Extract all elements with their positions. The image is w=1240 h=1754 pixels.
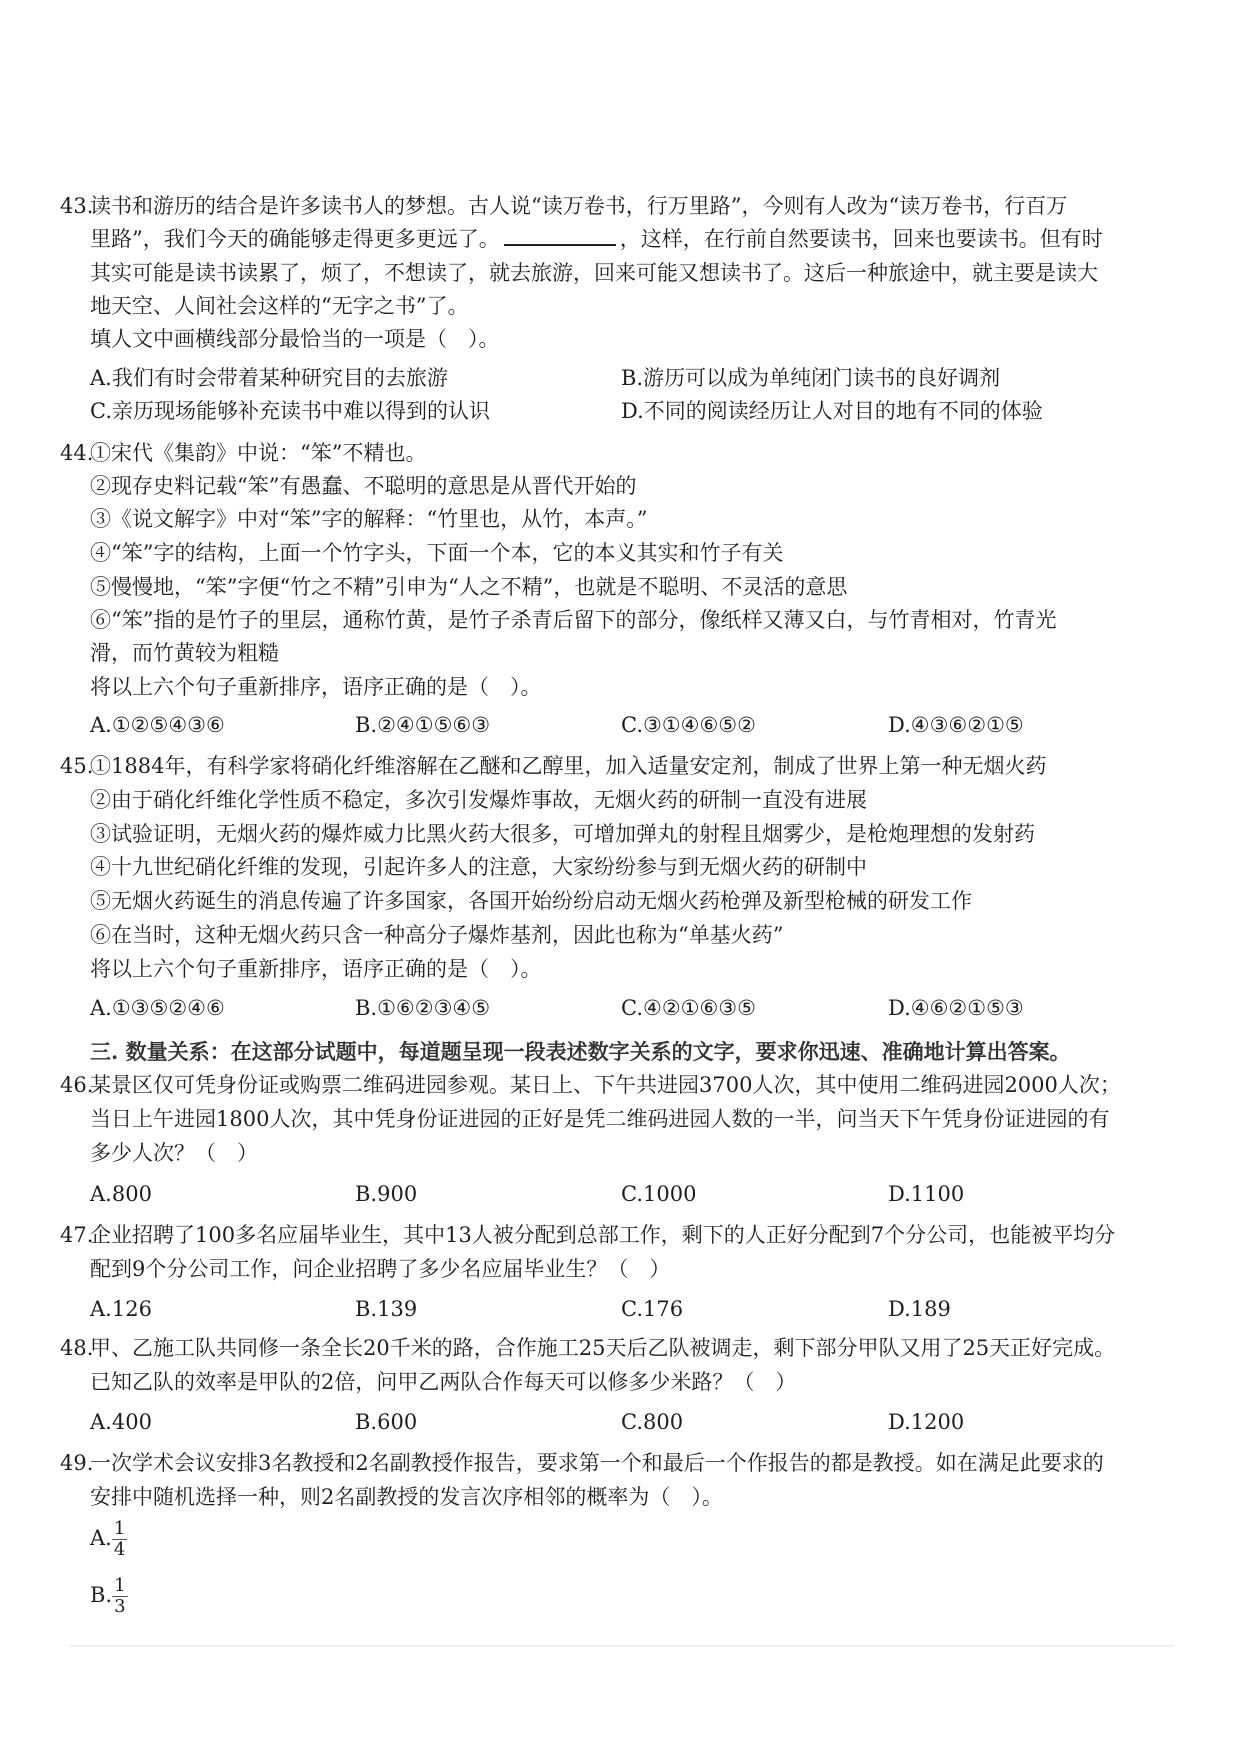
question-text-line: ⑤无烟火药诞生的消息传遍了许多国家，各国开始纷纷启动无烟火药枪弹及新型枪械的研发工作 [90,889,972,913]
question-text-line: 地天空、人间社会这样的“无字之书”了。 [90,294,469,318]
question-text-line: ①1884年，有科学家将硝化纤维溶解在乙醚和乙醇里，加入适量安定剂，制成了世界上第一种无烟火药 [90,754,1047,778]
question-number: 46. [60,1073,94,1097]
question-number: 49. [60,1451,94,1475]
question-prompt: 填人文中画横线部分最恰当的一项是（ ）。 [90,327,500,351]
option-c: C.1000 [621,1182,697,1206]
question-text-line: ②由于硝化纤维化学性质不稳定，多次引发爆炸事故，无烟火药的研制一直没有进展 [90,788,867,812]
question-text-line: ⑤慢慢地，“笨”字便“竹之不精”引申为“人之不精”，也就是不聪明、不灵活的意思 [90,575,848,599]
option-b: B.600 [355,1410,418,1434]
option-c: C.亲历现场能够补充读书中难以得到的认识 [90,399,490,423]
question-number: 48. [60,1336,94,1360]
question-text-line: ①宋代《集韵》中说：“笨”不精也。 [90,441,427,465]
question-text-line: ⑥“笨”指的是竹子的里层，通称竹黄，是竹子杀青后留下的部分，像纸样又薄又白，与竹青相对，竹青光 [90,608,1057,632]
text-segment: 里路”，我们今天的确能够走得更多更远了。 [90,227,500,251]
question-text-line: ②现存史料记载“笨”有愚蠢、不聪明的意思是从晋代开始的 [90,474,637,498]
question-text-line: ④“笨”字的结构，上面一个竹字头，下面一个本，它的本义其实和竹子有关 [90,541,784,565]
option-d: D.④⑥②①⑤③ [888,996,1024,1020]
question-text-line [90,223,1103,256]
question-text-line: ④十九世纪硝化纤维的发现，引起许多人的注意，大家纷纷参与到无烟火药的研制中 [90,855,867,879]
option-d: D.1200 [888,1410,965,1434]
option-b [90,1570,128,1620]
option-label: B. [90,1583,113,1607]
question-number: 47. [60,1223,94,1247]
option-a: A.400 [90,1410,152,1434]
question-text-line: 多少人次？（ ） [90,1141,258,1165]
fraction [112,1576,127,1617]
question-text-line: 读书和游历的结合是许多读书人的梦想。古人说“读万卷书，行万里路”，今则有人改为“读万卷书，行百万 [90,194,1068,218]
option-d: D.1100 [888,1182,965,1206]
option-b: B.游历可以成为单纯闭门读书的良好调剂 [621,366,1001,390]
question-text-line: 当日上午进园1800人次，其中凭身份证进园的正好是凭二维码进园人数的一半，问当天下午凭身份证进园的有 [90,1107,1110,1131]
question-text-line: 一次学术会议安排3名教授和2名副教授作报告，要求第一个和最后一个作报告的都是教授。如在满足此要求的 [90,1451,1104,1475]
question-number: 43. [60,194,94,218]
option-d: D.④③⑥②①⑤ [888,713,1024,737]
question-text-line: 滑，而竹黄较为粗糙 [90,641,279,665]
option-a: A.①②⑤④③⑥ [90,713,225,737]
option-b: B.139 [355,1297,418,1321]
option-a: A.我们有时会带着某种研究目的去旅游 [90,366,448,390]
denominator: 3 [114,1596,126,1617]
option-c: C.800 [621,1410,684,1434]
numerator: 1 [114,1575,126,1596]
question-text-line: 安排中随机选择一种，则2名副教授的发言次序相邻的概率为（ ）。 [90,1485,723,1509]
option-a: A.①③⑤②④⑥ [90,996,225,1020]
question-text-line: 已知乙队的效率是甲队的2倍，问甲乙两队合作每天可以修多少米路？（ ） [90,1370,797,1394]
question-prompt: 将以上六个句子重新排序，语序正确的是（ ）。 [90,957,542,981]
question-text-line: 甲、乙施工队共同修一条全长20千米的路，合作施工25天后乙队被调走，剩下部分甲队又用了25天正好完成。 [90,1336,1116,1360]
text-segment: ，这样，在行前自然要读书，回来也要读书。但有时 [619,227,1103,251]
option-b: B.①⑥②③④⑤ [355,996,491,1020]
denominator: 4 [113,1539,126,1560]
page-divider [70,1645,1174,1647]
numerator: 1 [113,1518,126,1539]
question-text-line: 企业招聘了100多名应届毕业生，其中13人被分配到总部工作，剩下的人正好分配到7个分公司，也能被平均分 [90,1223,1116,1247]
question-text-line: ③《说文解字》中对“笨”字的解释：“竹里也，从竹，本声。” [90,507,648,531]
option-a: A.126 [90,1297,152,1321]
question-text-line: ③试验证明，无烟火药的爆炸威力比黑火药大很多，可增加弹丸的射程且烟雾少，是枪炮理想的发射药 [90,822,1035,846]
option-d: D.不同的阅读经历让人对目的地有不同的体验 [621,399,1043,423]
option-a: A.800 [90,1182,152,1206]
question-number: 45. [60,754,94,778]
fraction [112,1519,127,1560]
question-number: 44. [60,441,94,465]
option-d: D.189 [888,1297,951,1321]
question-text-line: ⑥在当时，这种无烟火药只含一种高分子爆炸基剂，因此也称为“单基火药” [90,923,784,947]
section-heading: 三. 数量关系：在这部分试题中，每道题呈现一段表述数字关系的文字，要求你迅速、准确地计算出答案。 [90,1039,1071,1064]
question-text-line: 其实可能是读书读累了，烦了，不想读了，就去旅游，回来可能又想读书了。这后一种旅途中，就主要是读大 [90,261,1098,285]
option-c: C.176 [621,1297,684,1321]
option-label: A. [90,1526,112,1550]
option-c: C.④②①⑥③⑤ [621,996,756,1020]
option-a [90,1513,127,1563]
question-text-line: 配到9个分公司工作，问企业招聘了多少名应届毕业生？（ ） [90,1257,671,1281]
option-b: B.②④①⑤⑥③ [355,713,491,737]
fill-blank [504,224,616,246]
option-c: C.③①④⑥⑤② [621,713,756,737]
question-text-line: 某景区仅可凭身份证或购票二维码进园参观。某日上、下午共进园3700人次，其中使用二维码进园2000人次； [90,1073,1121,1097]
option-b: B.900 [355,1182,418,1206]
question-prompt: 将以上六个句子重新排序，语序正确的是（ ）。 [90,675,542,699]
